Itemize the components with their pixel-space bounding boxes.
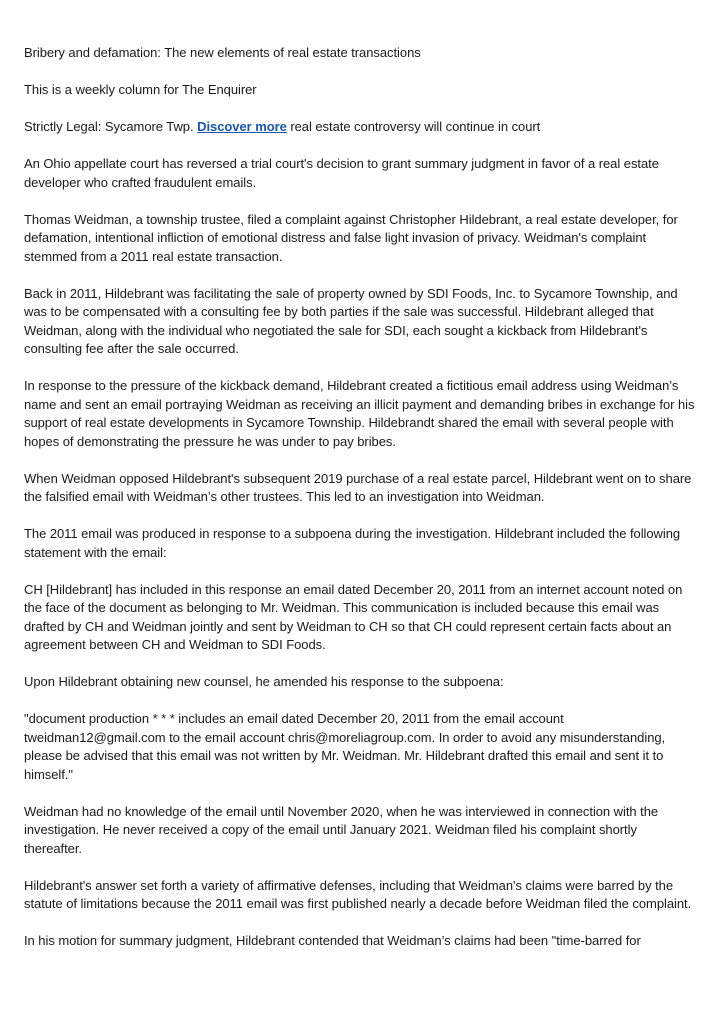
paragraph-11: Hildebrant's answer set forth a variety of affirmative defenses, including that Weidman's claims were barred by the statute of limitations because the 2011 email was first published nearly a decade before Weidman filed the complaint. bbox=[24, 877, 692, 911]
article-title: Bribery and defamation: The new elements of real estate transactions bbox=[24, 45, 421, 60]
subhead bbox=[24, 118, 698, 137]
paragraph-12: In his motion for summary judgment, Hildebrant contended that Weidman’s claims had been "time-barred for bbox=[24, 933, 641, 948]
subhead-before: Strictly Legal: Sycamore Twp. bbox=[24, 119, 198, 134]
paragraph-3: Back in 2011, Hildebrant was facilitating the sale of property owned by SDI Foods, Inc. to Sycamore Township, and was to be compensated with a consulting fee by both parties if the sale was successful. Hildebrant alleged that Weidman, along with the individual who negotiated the sale for SDI, each sought a kickback from Hildebrant's consulting fee after the sale occurred. bbox=[24, 285, 678, 356]
paragraph-1: An Ohio appellate court has reversed a trial court's decision to grant summary judgment in favor of a real estate developer who crafted fraudulent emails. bbox=[24, 156, 659, 190]
paragraph-9-quote: "document production * * * includes an email dated December 20, 2011 from the email account tweidman12@gmail.com to the email account chris@moreliagroup.com. In order to avoid any misunderstanding, please be advised that this email was not written by Mr. Weidman. Mr. Hildebrant drafted this email and sent it to himself." bbox=[24, 711, 666, 782]
paragraph-6: The 2011 email was produced in response to a subpoena during the investigation. Hildebrant included the following statement with the email: bbox=[24, 526, 681, 560]
paragraph-7-quote: CH [Hildebrant] has included in this response an email dated December 20, 2011 from an internet account noted on the face of the document as belonging to Mr. Weidman. This communication is included because this email was drafted by CH and Weidman jointly and sent by Weidman to CH so that CH could represent certain facts about an agreement between CH and Weidman to SDI Foods. bbox=[24, 581, 683, 652]
paragraph-5: When Weidman opposed Hildebrant's subsequent 2019 purchase of a real estate parcel, Hildebrant went on to share the falsified email with Weidman’s other trustees. This led to an investigation into Weidman. bbox=[24, 470, 692, 504]
paragraph-4: In response to the pressure of the kickback demand, Hildebrant created a fictitious email address using Weidman’s name and sent an email portraying Weidman as receiving an illicit payment and demanding bribes in exchange for his support of real estate developments in Sycamore Township. Hildebrandt shared the email with several people with hopes of demonstrating the pressure he was under to pay bribes. bbox=[24, 378, 695, 449]
paragraph-8: Upon Hildebrant obtaining new counsel, he amended his response to the subpoena: bbox=[24, 674, 504, 689]
column-note: This is a weekly column for The Enquirer bbox=[24, 82, 257, 97]
discover-more-link[interactable]: Discover more bbox=[197, 119, 287, 134]
paragraph-10: Weidman had no knowledge of the email until November 2020, when he was interviewed in connection with the investigation. He never received a copy of the email until January 2021. Weidman filed his complaint shortly thereafter. bbox=[24, 803, 659, 856]
subhead-after: real estate controversy will continue in court bbox=[286, 119, 541, 134]
paragraph-2: Thomas Weidman, a township trustee, filed a complaint against Christopher Hildebrant, a real estate developer, for defamation, intentional infliction of emotional distress and false light invasion of privacy. Weidman's complaint stemmed from a 2011 real estate transaction. bbox=[24, 211, 678, 264]
